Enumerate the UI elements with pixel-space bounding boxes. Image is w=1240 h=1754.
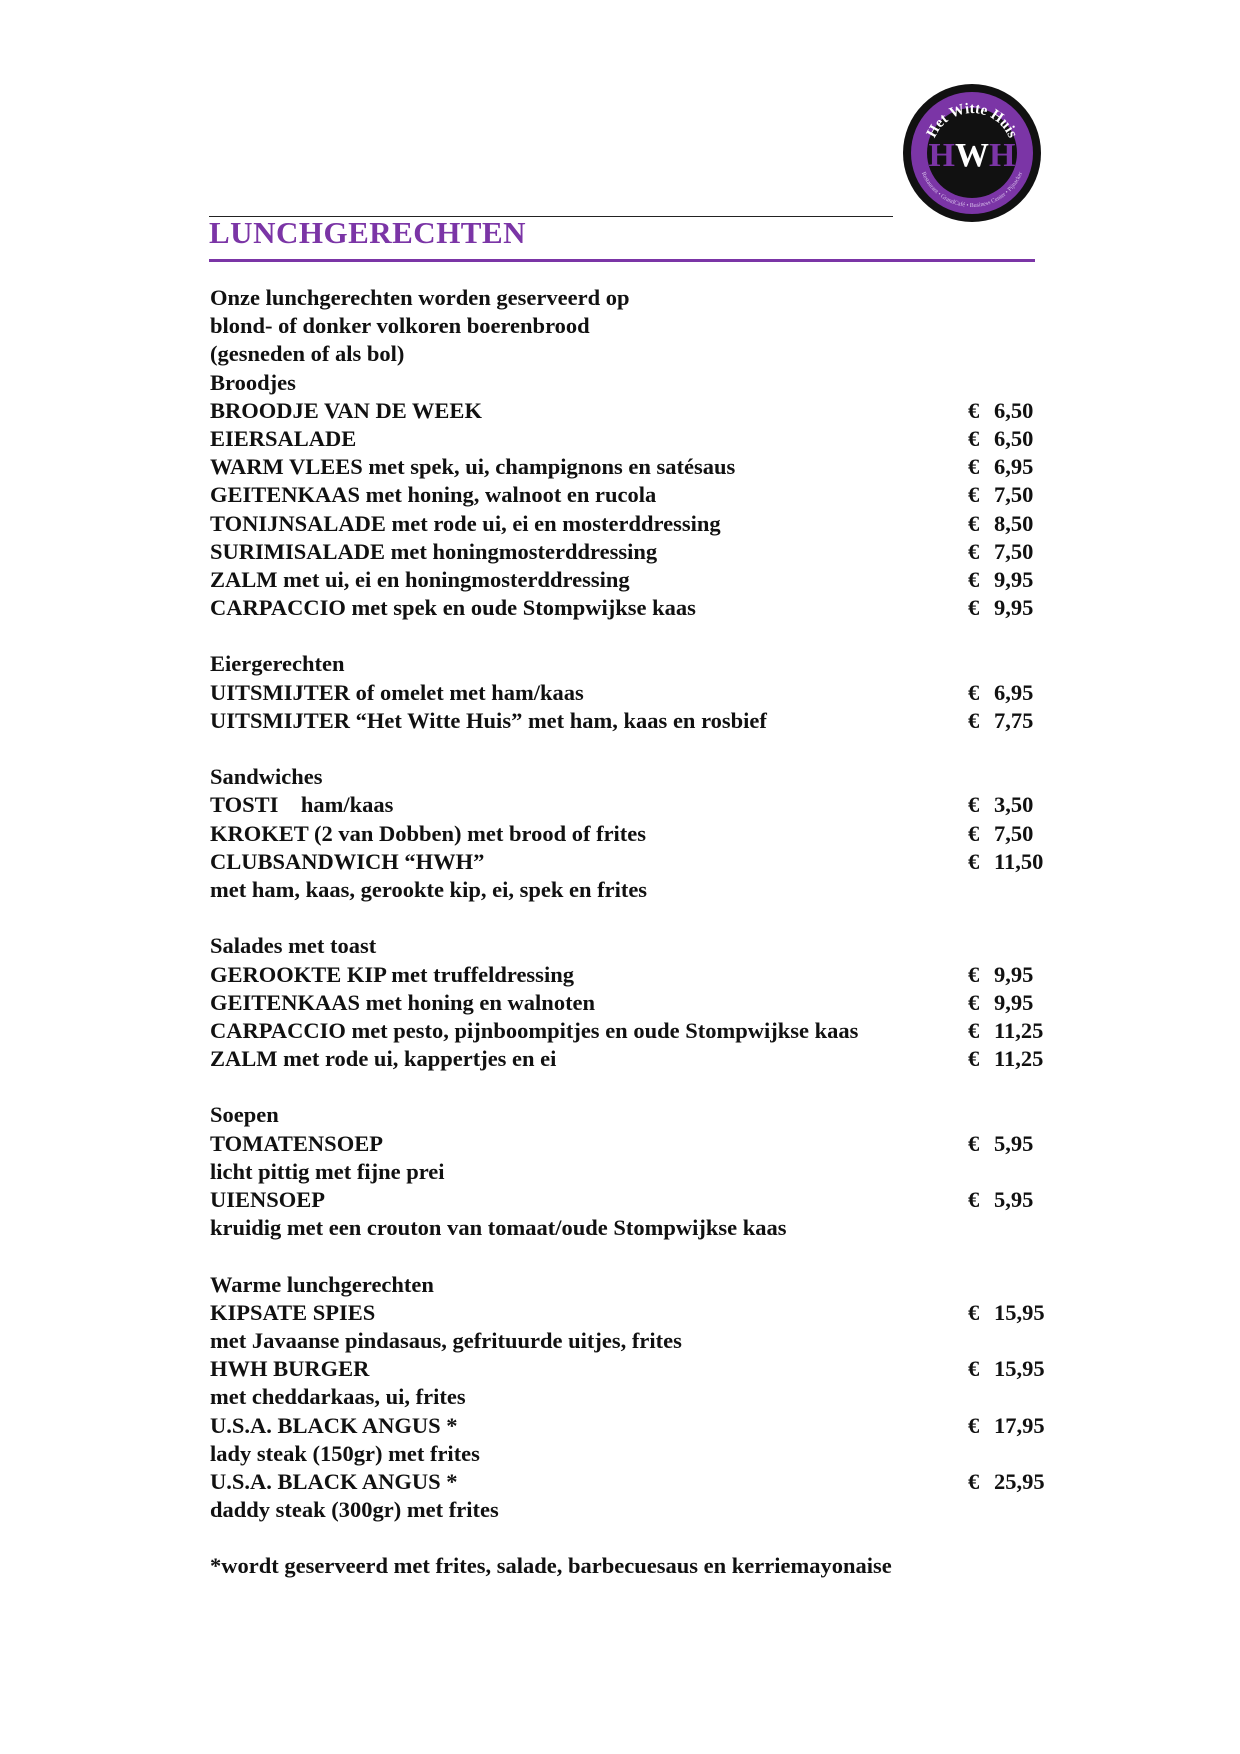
item-price: € 7,50 — [968, 538, 1034, 564]
section-heading-sandwiches: Sandwiches — [210, 764, 323, 790]
section-heading-warm: Warme lunchgerechten — [210, 1271, 434, 1297]
intro-line: blond- of donker volkoren boerenbrood — [210, 313, 590, 339]
item-price: € 5,95 — [968, 1130, 1034, 1156]
section-heading-salades: Salades met toast — [210, 933, 377, 959]
item-name: CLUBSANDWICH “HWH” — [210, 848, 485, 874]
item-price: € 15,95 — [968, 1356, 1045, 1382]
menu-item — [210, 1017, 1050, 1045]
item-price: € 6,50 — [968, 425, 1034, 451]
item-price: € 9,95 — [968, 961, 1034, 987]
menu-item — [210, 510, 1050, 538]
spacer — [210, 904, 1050, 932]
menu-item — [210, 1045, 1050, 1073]
item-description: met ham, kaas, gerookte kip, ei, spek en frites — [210, 876, 648, 902]
item-name: KROKET (2 van Dobben) met brood of frites — [210, 820, 647, 846]
menu-item — [210, 594, 1050, 622]
spacer — [210, 1073, 1050, 1101]
section-heading-soepen: Soepen — [210, 1102, 279, 1128]
item-price: € 6,95 — [968, 454, 1034, 480]
item-name: ZALM met ui, ei en honingmosterddressing — [210, 566, 630, 592]
item-price: € 5,95 — [968, 1187, 1034, 1212]
item-name: WARM VLEES met spek, ui, champignons en satésaus — [210, 454, 736, 480]
item-price: € 17,95 — [968, 1412, 1045, 1438]
item-description: met Javaanse pindasaus, gefrituurde uitjes, frites — [210, 1327, 682, 1353]
item-name: GEITENKAAS met honing en walnoten — [210, 989, 596, 1015]
menu-item — [210, 1130, 1050, 1158]
item-description: licht pittig met fijne prei — [210, 1158, 445, 1184]
spacer — [210, 1242, 1050, 1270]
menu-content — [210, 284, 1050, 1581]
item-name: GEROOKTE KIP met truffeldressing — [210, 961, 574, 987]
item-name: CARPACCIO met pesto, pijnboompitjes en oude Stompwijkse kaas — [210, 1017, 859, 1043]
menu-item — [210, 791, 1050, 819]
intro-line: (gesneden of als bol) — [210, 341, 405, 367]
item-name: TONIJNSALADE met rode ui, ei en mosterddressing — [210, 510, 721, 536]
section-heading-broodjes: Broodjes — [210, 369, 296, 395]
item-price: € 6,50 — [968, 397, 1034, 423]
item-price: € 9,95 — [968, 595, 1034, 621]
item-description: daddy steak (300gr) met frites — [210, 1497, 499, 1523]
menu-item — [210, 1412, 1050, 1440]
item-description: lady steak (150gr) met frites — [210, 1440, 480, 1466]
item-price: € 3,50 — [968, 792, 1034, 818]
item-name: UIENSOEP — [210, 1187, 326, 1212]
section-heading-eiergerechten: Eiergerechten — [210, 651, 345, 677]
menu-item — [210, 538, 1050, 566]
menu-item — [210, 453, 1050, 481]
spacer — [210, 622, 1050, 650]
item-price: € 11,25 — [968, 1017, 1044, 1043]
logo-ring-text: Restaurant • GrandCafé • Business Center • Pijnacker — [919, 171, 1025, 210]
item-name: EIERSALADE — [210, 425, 357, 451]
menu-item — [210, 425, 1050, 453]
spacer — [210, 1524, 1050, 1552]
item-name: KIPSATE SPIES — [210, 1299, 376, 1325]
item-name: BROODJE VAN DE WEEK — [210, 397, 482, 423]
item-price: € 11,50 — [968, 848, 1044, 874]
menu-item — [210, 481, 1050, 509]
het-witte-huis-logo — [902, 83, 1042, 223]
item-name: TOMATENSOEP — [210, 1130, 383, 1156]
item-name: U.S.A. BLACK ANGUS * — [210, 1412, 458, 1438]
item-price: € 7,75 — [968, 707, 1034, 733]
item-name: HWH BURGER — [210, 1356, 370, 1382]
item-price: € 8,50 — [968, 510, 1034, 536]
logo-initial-1: H — [928, 137, 955, 174]
title-underline — [209, 259, 1035, 262]
menu-item — [210, 679, 1050, 707]
item-price: € 6,95 — [968, 679, 1034, 705]
item-name: ZALM met rode ui, kappertjes en ei — [210, 1046, 557, 1072]
item-price: € 7,50 — [968, 820, 1034, 846]
menu-item — [210, 566, 1050, 594]
item-price: € 9,95 — [968, 566, 1034, 592]
item-price: € 15,95 — [968, 1299, 1045, 1325]
menu-item — [210, 820, 1050, 848]
page-title: LUNCHGERECHTEN — [209, 215, 527, 250]
item-price: € 11,25 — [968, 1046, 1044, 1072]
item-price: € 25,95 — [968, 1468, 1045, 1494]
menu-item — [210, 961, 1050, 989]
item-name: TOSTI ham/kaas — [210, 792, 394, 818]
logo-arc-text: Het Witte Huis — [923, 100, 1021, 141]
menu-item — [210, 1355, 1050, 1383]
menu-item — [210, 848, 1050, 876]
spacer — [210, 735, 1050, 763]
item-description: kruidig met een crouton van tomaat/oude Stompwijkse kaas — [210, 1215, 787, 1241]
item-name: UITSMIJTER of omelet met ham/kaas — [210, 679, 584, 705]
item-name: GEITENKAAS met honing, walnoot en rucola — [210, 482, 657, 508]
item-name: SURIMISALADE met honingmosterddressing — [210, 538, 658, 564]
menu-item — [210, 1468, 1050, 1496]
item-price: € 9,95 — [968, 989, 1034, 1015]
footnote: *wordt geserveerd met frites, salade, barbecuesaus en kerriemayonaise — [210, 1553, 892, 1579]
menu-item — [210, 989, 1050, 1017]
item-name: CARPACCIO met spek en oude Stompwijkse kaas — [210, 595, 696, 621]
menu-item — [210, 1299, 1050, 1327]
logo-initial-3: H — [989, 137, 1016, 174]
logo-initial-2: W — [955, 137, 989, 174]
menu-item — [210, 707, 1050, 735]
logo-initials — [929, 137, 1016, 174]
menu-item — [210, 1186, 1050, 1214]
item-price: € 7,50 — [968, 482, 1034, 508]
item-name: UITSMIJTER “Het Witte Huis” met ham, kaas en rosbief — [210, 707, 767, 733]
item-description: met cheddarkaas, ui, frites — [210, 1384, 466, 1410]
intro-line: Onze lunchgerechten worden geserveerd op — [210, 285, 630, 310]
item-name: U.S.A. BLACK ANGUS * — [210, 1468, 458, 1494]
menu-item — [210, 397, 1050, 425]
